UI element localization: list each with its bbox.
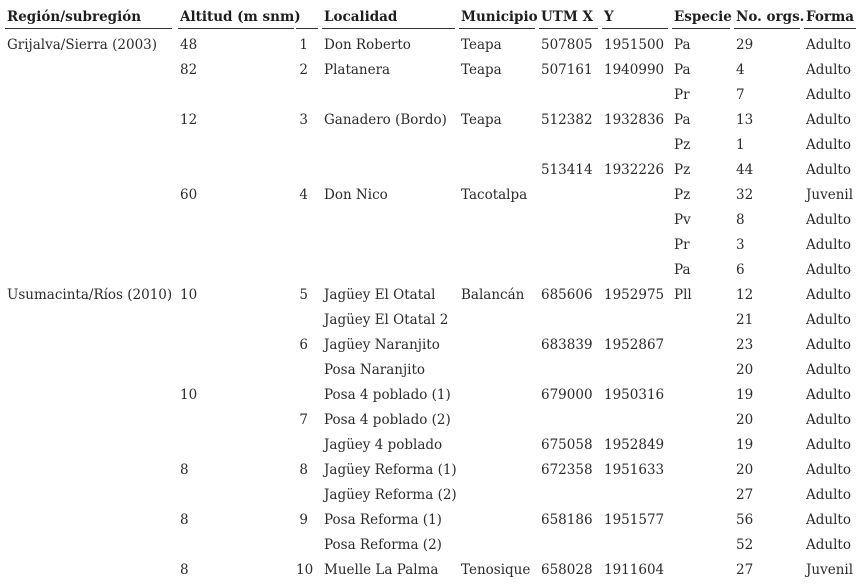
- cell-organism-count: 20: [736, 362, 754, 378]
- cell-municipality: Teapa: [461, 62, 502, 78]
- cell-utm-x: 658186: [541, 512, 593, 528]
- cell-site-number: 9: [299, 512, 308, 528]
- header-locality: Localidad: [324, 9, 398, 25]
- cell-organism-count: 56: [736, 512, 754, 528]
- header-rule: [5, 28, 172, 29]
- cell-species: Pa: [674, 262, 691, 278]
- cell-utm-y: 1952849: [604, 437, 665, 453]
- cell-utm-y: 1951577: [604, 512, 665, 528]
- cell-site-number: 6: [299, 337, 308, 353]
- cell-utm-x: 507805: [541, 37, 593, 53]
- cell-form: Adulto: [806, 287, 851, 303]
- cell-form: Adulto: [806, 512, 851, 528]
- cell-organism-count: 23: [736, 337, 754, 353]
- header-rule: [804, 28, 856, 29]
- cell-altitude: 8: [180, 562, 189, 578]
- cell-form: Adulto: [806, 237, 851, 253]
- cell-organism-count: 27: [736, 562, 754, 578]
- cell-utm-x: 685606: [541, 287, 593, 303]
- cell-form: Adulto: [806, 537, 851, 553]
- cell-form: Adulto: [806, 337, 851, 353]
- cell-organism-count: 29: [736, 37, 754, 53]
- cell-form: Adulto: [806, 487, 851, 503]
- cell-form: Adulto: [806, 212, 851, 228]
- cell-utm-y: 1952975: [604, 287, 665, 303]
- cell-utm-x: 658028: [541, 562, 593, 578]
- cell-locality: Muelle La Palma: [324, 562, 439, 578]
- cell-locality: Jagüey El Otatal: [324, 287, 436, 303]
- cell-form: Adulto: [806, 387, 851, 403]
- cell-region: Usumacinta/Ríos (2010): [7, 287, 173, 303]
- cell-organism-count: 4: [736, 62, 745, 78]
- cell-organism-count: 21: [736, 312, 754, 328]
- cell-form: Adulto: [806, 112, 851, 128]
- cell-locality: Don Nico: [324, 187, 388, 203]
- cell-utm-y: 1911604: [604, 562, 665, 578]
- header-altitude: Altitud (m snm): [180, 9, 301, 25]
- header-rule: [296, 28, 318, 29]
- cell-utm-y: 1940990: [604, 62, 665, 78]
- cell-species: Pz: [674, 162, 691, 178]
- cell-organism-count: 20: [736, 462, 754, 478]
- cell-site-number: 4: [299, 187, 308, 203]
- cell-altitude: 8: [180, 462, 189, 478]
- cell-organism-count: 27: [736, 487, 754, 503]
- cell-utm-y: 1932226: [604, 162, 665, 178]
- cell-municipality: Tenosique: [461, 562, 531, 578]
- cell-utm-y: 1951633: [604, 462, 665, 478]
- cell-organism-count: 3: [736, 237, 745, 253]
- cell-utm-x: 512382: [541, 112, 593, 128]
- header-rule: [602, 28, 668, 29]
- cell-form: Adulto: [806, 62, 851, 78]
- cell-form: Adulto: [806, 362, 851, 378]
- cell-form: Adulto: [806, 162, 851, 178]
- cell-locality: Posa Naranjito: [324, 362, 426, 378]
- cell-utm-x: 507161: [541, 62, 593, 78]
- cell-form: Adulto: [806, 137, 851, 153]
- cell-species: Pr: [674, 237, 690, 253]
- cell-locality: Jagüey 4 poblado: [324, 437, 443, 453]
- cell-locality: Posa Reforma (2): [324, 537, 442, 553]
- header-rule: [322, 28, 455, 29]
- cell-organism-count: 12: [736, 287, 754, 303]
- cell-organism-count: 7: [736, 87, 745, 103]
- cell-region: Grijalva/Sierra (2003): [7, 37, 158, 53]
- cell-species: Pa: [674, 62, 691, 78]
- cell-utm-y: 1952867: [604, 337, 665, 353]
- cell-species: Pa: [674, 112, 691, 128]
- cell-locality: Don Roberto: [324, 37, 411, 53]
- cell-locality: Ganadero (Bordo): [324, 112, 447, 128]
- cell-site-number: 5: [299, 287, 308, 303]
- cell-site-number: 8: [299, 462, 308, 478]
- header-utm-x: UTM X: [541, 9, 593, 25]
- cell-species: Pv: [674, 212, 691, 228]
- cell-organism-count: 19: [736, 387, 754, 403]
- cell-utm-x: 675058: [541, 437, 593, 453]
- cell-form: Adulto: [806, 312, 851, 328]
- cell-utm-x: 513414: [541, 162, 593, 178]
- cell-organism-count: 8: [736, 212, 745, 228]
- cell-organism-count: 19: [736, 437, 754, 453]
- cell-site-number: 10: [296, 562, 314, 578]
- cell-altitude: 60: [180, 187, 198, 203]
- cell-municipality: Balancán: [461, 287, 525, 303]
- cell-organism-count: 1: [736, 137, 745, 153]
- cell-site-number: 1: [299, 37, 308, 53]
- cell-form: Adulto: [806, 262, 851, 278]
- cell-locality: Jagüey Reforma (1): [324, 462, 457, 478]
- cell-organism-count: 6: [736, 262, 745, 278]
- cell-altitude: 8: [180, 512, 189, 528]
- cell-organism-count: 20: [736, 412, 754, 428]
- cell-locality: Platanera: [324, 62, 391, 78]
- cell-locality: Jagüey Reforma (2): [324, 487, 457, 503]
- cell-municipality: Tacotalpa: [461, 187, 528, 203]
- cell-municipality: Teapa: [461, 112, 502, 128]
- cell-locality: Posa 4 poblado (1): [324, 387, 451, 403]
- cell-municipality: Teapa: [461, 37, 502, 53]
- header-rule: [459, 28, 535, 29]
- header-form: Forma: [806, 9, 854, 25]
- cell-form: Juvenil: [806, 562, 854, 578]
- cell-species: Pr: [674, 87, 690, 103]
- cell-organism-count: 13: [736, 112, 754, 128]
- cell-locality: Posa 4 poblado (2): [324, 412, 451, 428]
- cell-site-number: 7: [299, 412, 308, 428]
- cell-altitude: 10: [180, 387, 198, 403]
- header-municipality: Municipio: [461, 9, 538, 25]
- cell-form: Adulto: [806, 37, 851, 53]
- cell-form: Adulto: [806, 437, 851, 453]
- cell-locality: Posa Reforma (1): [324, 512, 442, 528]
- cell-locality: Jagüey Naranjito: [324, 337, 440, 353]
- cell-altitude: 48: [180, 37, 198, 53]
- cell-utm-x: 683839: [541, 337, 593, 353]
- cell-organism-count: 44: [736, 162, 754, 178]
- header-rule: [734, 28, 800, 29]
- cell-species: Pz: [674, 187, 691, 203]
- header-rule: [672, 28, 730, 29]
- cell-utm-y: 1932836: [604, 112, 665, 128]
- cell-altitude: 82: [180, 62, 198, 78]
- cell-form: Juvenil: [806, 187, 854, 203]
- cell-form: Adulto: [806, 87, 851, 103]
- cell-species: Pll: [674, 287, 692, 303]
- cell-species: Pz: [674, 137, 691, 153]
- cell-site-number: 2: [299, 62, 308, 78]
- header-utm-y: Y: [604, 9, 614, 25]
- header-region: Región/subregión: [7, 9, 142, 25]
- cell-organism-count: 32: [736, 187, 754, 203]
- header-rule: [539, 28, 598, 29]
- cell-form: Adulto: [806, 412, 851, 428]
- cell-species: Pa: [674, 37, 691, 53]
- cell-utm-x: 679000: [541, 387, 593, 403]
- header-organism-count: No. orgs.: [736, 9, 805, 25]
- cell-organism-count: 52: [736, 537, 754, 553]
- cell-locality: Jagüey El Otatal 2: [324, 312, 449, 328]
- header-species: Especie: [674, 9, 732, 25]
- cell-utm-y: 1950316: [604, 387, 665, 403]
- cell-utm-y: 1951500: [604, 37, 665, 53]
- cell-site-number: 3: [299, 112, 308, 128]
- header-rule: [178, 28, 294, 29]
- cell-utm-x: 672358: [541, 462, 593, 478]
- cell-altitude: 12: [180, 112, 198, 128]
- cell-altitude: 10: [180, 287, 198, 303]
- cell-form: Adulto: [806, 462, 851, 478]
